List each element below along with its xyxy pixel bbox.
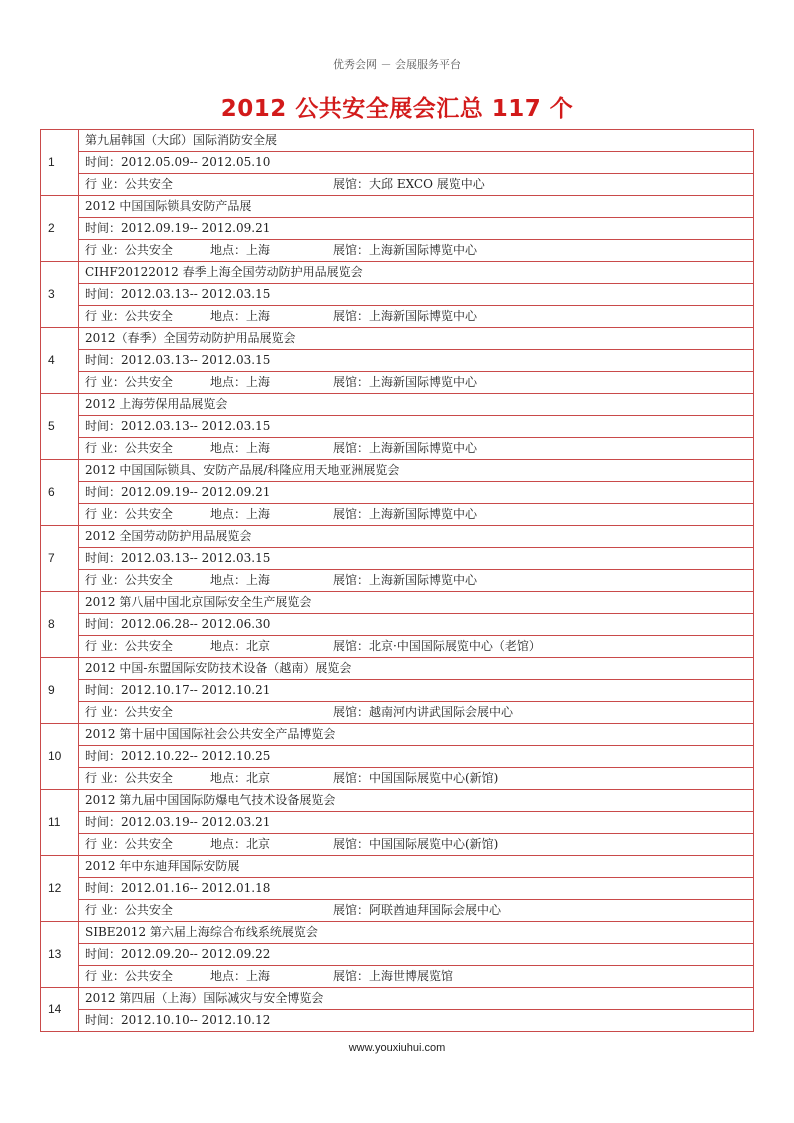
event-venue: 展馆：中国国际展览中心(新馆) — [333, 771, 499, 785]
event-detail-row — [41, 768, 754, 790]
event-location: 地点：上海 — [210, 507, 271, 521]
event-detail-line — [85, 570, 753, 591]
event-row — [41, 658, 754, 680]
event-detail-line — [85, 768, 753, 789]
event-industry: 行 业：公共安全 — [85, 903, 173, 917]
event-number-text: 4 — [48, 353, 55, 367]
event-details — [79, 504, 754, 526]
event-name: 2012（春季）全国劳动防护用品展览会 — [79, 328, 754, 350]
event-detail-line — [85, 372, 753, 393]
event-location: 地点：上海 — [210, 969, 271, 983]
event-row — [41, 856, 754, 878]
event-industry: 行 业：公共安全 — [85, 771, 173, 785]
event-details — [79, 306, 754, 328]
event-time-row — [41, 548, 754, 570]
event-number — [41, 988, 79, 1032]
event-industry: 行 业：公共安全 — [85, 573, 173, 587]
event-name: 第九届韩国（大邱）国际消防安全展 — [79, 130, 754, 152]
site-header: 优秀会网 － 会展服务平台 — [333, 58, 461, 71]
event-name: 2012 第十届中国国际社会公共安全产品博览会 — [79, 724, 754, 746]
event-time — [79, 152, 754, 174]
event-row — [41, 196, 754, 218]
event-time-row — [41, 1010, 754, 1032]
event-time-text: 时间：2012.05.09-- 2012.05.10 — [85, 155, 271, 169]
event-venue: 展馆：上海新国际博览中心 — [333, 309, 478, 323]
event-location: 地点：上海 — [210, 309, 271, 323]
event-number-text: 6 — [48, 485, 55, 499]
event-number-text: 5 — [48, 419, 55, 433]
event-industry: 行 业：公共安全 — [85, 969, 173, 983]
event-industry: 行 业：公共安全 — [85, 441, 173, 455]
event-location — [210, 702, 333, 723]
event-industry: 行 业：公共安全 — [85, 243, 173, 257]
event-time-row — [41, 680, 754, 702]
event-time-text: 时间：2012.03.13-- 2012.03.15 — [85, 419, 271, 433]
event-name: 2012 全国劳动防护用品展览会 — [79, 526, 754, 548]
event-detail-line — [85, 306, 753, 327]
event-detail-line — [85, 504, 753, 525]
event-number — [41, 328, 79, 394]
event-time-text: 时间：2012.10.10-- 2012.10.12 — [85, 1013, 271, 1027]
event-row — [41, 526, 754, 548]
event-venue: 展馆：上海新国际博览中心 — [333, 441, 478, 455]
event-industry: 行 业：公共安全 — [85, 837, 173, 851]
event-details — [79, 834, 754, 856]
event-number-text: 12 — [48, 881, 62, 895]
event-location: 地点：北京 — [210, 837, 271, 851]
event-name: 2012 中国国际锁具、安防产品展/科隆应用天地亚洲展览会 — [79, 460, 754, 482]
event-time-row — [41, 944, 754, 966]
event-details — [79, 636, 754, 658]
event-detail-row — [41, 570, 754, 592]
event-row — [41, 790, 754, 812]
event-detail-row — [41, 702, 754, 724]
event-time-text: 时间：2012.01.16-- 2012.01.18 — [85, 881, 271, 895]
event-venue: 展馆：北京·中国国际展览中心（老馆） — [333, 639, 541, 653]
event-location — [210, 900, 333, 921]
event-venue: 展馆：上海新国际博览中心 — [333, 507, 478, 521]
event-row — [41, 460, 754, 482]
event-time — [79, 284, 754, 306]
event-time-text: 时间：2012.09.20-- 2012.09.22 — [85, 947, 271, 961]
event-name: 2012 中国-东盟国际安防技术设备（越南）展览会 — [79, 658, 754, 680]
event-detail-row — [41, 372, 754, 394]
event-time-text: 时间：2012.03.13-- 2012.03.15 — [85, 287, 271, 301]
footer-url[interactable]: www.youxiuhui.com — [348, 1042, 446, 1054]
event-details — [79, 768, 754, 790]
event-venue: 展馆：上海新国际博览中心 — [333, 243, 478, 257]
event-time-row — [41, 284, 754, 306]
event-detail-row — [41, 900, 754, 922]
event-row — [41, 724, 754, 746]
event-name: 2012 中国国际锁具安防产品展 — [79, 196, 754, 218]
event-detail-row — [41, 240, 754, 262]
event-detail-line — [85, 174, 753, 195]
event-venue: 展馆：上海世博展览馆 — [333, 969, 454, 983]
event-detail-line — [85, 966, 753, 987]
event-number — [41, 790, 79, 856]
event-venue: 展馆：上海新国际博览中心 — [333, 573, 478, 587]
event-number-text: 13 — [48, 947, 62, 961]
event-time-text: 时间：2012.06.28-- 2012.06.30 — [85, 617, 271, 631]
event-time-row — [41, 746, 754, 768]
event-number — [41, 262, 79, 328]
event-time-text: 时间：2012.03.19-- 2012.03.21 — [85, 815, 271, 829]
event-industry: 行 业：公共安全 — [85, 375, 173, 389]
event-time — [79, 416, 754, 438]
event-number — [41, 460, 79, 526]
event-number-text: 2 — [48, 221, 55, 235]
event-industry: 行 业：公共安全 — [85, 639, 173, 653]
event-time-row — [41, 482, 754, 504]
event-location — [210, 174, 333, 195]
event-time — [79, 812, 754, 834]
event-time-text: 时间：2012.10.17-- 2012.10.21 — [85, 683, 271, 697]
event-time — [79, 548, 754, 570]
event-name: SIBE2012 第六届上海综合布线系统展览会 — [79, 922, 754, 944]
event-detail-row — [41, 504, 754, 526]
event-time — [79, 680, 754, 702]
event-name: 2012 第四届（上海）国际减灾与安全博览会 — [79, 988, 754, 1010]
event-row — [41, 922, 754, 944]
event-time-row — [41, 416, 754, 438]
event-number — [41, 658, 79, 724]
event-number-text: 1 — [48, 155, 55, 169]
event-venue: 展馆：上海新国际博览中心 — [333, 375, 478, 389]
event-number — [41, 394, 79, 460]
event-details — [79, 438, 754, 460]
event-time — [79, 350, 754, 372]
event-location: 地点：上海 — [210, 441, 271, 455]
event-number-text: 3 — [48, 287, 55, 301]
event-number — [41, 856, 79, 922]
event-name: 2012 第八届中国北京国际安全生产展览会 — [79, 592, 754, 614]
page-title: 2012 公共安全展会汇总 117 个 — [220, 96, 574, 122]
event-venue: 展馆：阿联酋迪拜国际会展中心 — [333, 903, 502, 917]
event-detail-row — [41, 636, 754, 658]
event-time-text: 时间：2012.03.13-- 2012.03.15 — [85, 551, 271, 565]
event-number — [41, 922, 79, 988]
event-time-text: 时间：2012.03.13-- 2012.03.15 — [85, 353, 271, 367]
event-name: 2012 年中东迪拜国际安防展 — [79, 856, 754, 878]
event-row — [41, 262, 754, 284]
event-details — [79, 240, 754, 262]
event-time-row — [41, 152, 754, 174]
events-table — [40, 129, 754, 1032]
event-number — [41, 130, 79, 196]
event-row — [41, 988, 754, 1010]
event-time-row — [41, 350, 754, 372]
event-details — [79, 570, 754, 592]
event-details — [79, 900, 754, 922]
event-time-row — [41, 878, 754, 900]
event-venue: 展馆：越南河内讲武国际会展中心 — [333, 705, 514, 719]
event-location: 地点：北京 — [210, 771, 271, 785]
event-time-row — [41, 218, 754, 240]
event-venue: 展馆：中国国际展览中心(新馆) — [333, 837, 499, 851]
event-detail-line — [85, 834, 753, 855]
event-number-text: 10 — [48, 749, 62, 763]
event-details — [79, 966, 754, 988]
event-venue: 展馆：大邱 EXCO 展览中心 — [333, 177, 485, 191]
event-detail-row — [41, 966, 754, 988]
event-details — [79, 702, 754, 724]
event-time-row — [41, 614, 754, 636]
event-details — [79, 372, 754, 394]
event-time — [79, 218, 754, 240]
event-detail-line — [85, 438, 753, 459]
event-time — [79, 746, 754, 768]
event-location: 地点：上海 — [210, 375, 271, 389]
event-time — [79, 878, 754, 900]
event-time-text: 时间：2012.10.22-- 2012.10.25 — [85, 749, 271, 763]
event-industry: 行 业：公共安全 — [85, 177, 173, 191]
event-detail-row — [41, 438, 754, 460]
event-detail-row — [41, 834, 754, 856]
event-name: 2012 第九届中国国际防爆电气技术设备展览会 — [79, 790, 754, 812]
event-row — [41, 130, 754, 152]
event-number — [41, 724, 79, 790]
event-number-text: 7 — [48, 551, 55, 565]
event-number — [41, 592, 79, 658]
event-time — [79, 482, 754, 504]
event-number — [41, 526, 79, 592]
event-location: 地点：上海 — [210, 243, 271, 257]
event-number-text: 14 — [48, 1002, 62, 1016]
event-detail-line — [85, 636, 753, 657]
event-number-text: 11 — [48, 815, 61, 829]
event-detail-row — [41, 306, 754, 328]
event-time — [79, 614, 754, 636]
event-number — [41, 196, 79, 262]
event-time-text: 时间：2012.09.19-- 2012.09.21 — [85, 485, 271, 499]
event-row — [41, 328, 754, 350]
event-name: CIHF20122012 春季上海全国劳动防护用品展览会 — [79, 262, 754, 284]
event-industry: 行 业：公共安全 — [85, 705, 173, 719]
event-time — [79, 1010, 754, 1032]
event-detail-row — [41, 174, 754, 196]
event-number-text: 8 — [48, 617, 55, 631]
event-number-text: 9 — [48, 683, 55, 697]
event-time-text: 时间：2012.09.19-- 2012.09.21 — [85, 221, 271, 235]
event-time — [79, 944, 754, 966]
event-time-row — [41, 812, 754, 834]
event-industry: 行 业：公共安全 — [85, 309, 173, 323]
event-row — [41, 394, 754, 416]
event-details — [79, 174, 754, 196]
event-location: 地点：上海 — [210, 573, 271, 587]
event-row — [41, 592, 754, 614]
event-detail-line — [85, 900, 753, 921]
event-detail-line — [85, 240, 753, 261]
event-industry: 行 业：公共安全 — [85, 507, 173, 521]
event-location: 地点：北京 — [210, 639, 271, 653]
event-detail-line — [85, 702, 753, 723]
event-name: 2012 上海劳保用品展览会 — [79, 394, 754, 416]
